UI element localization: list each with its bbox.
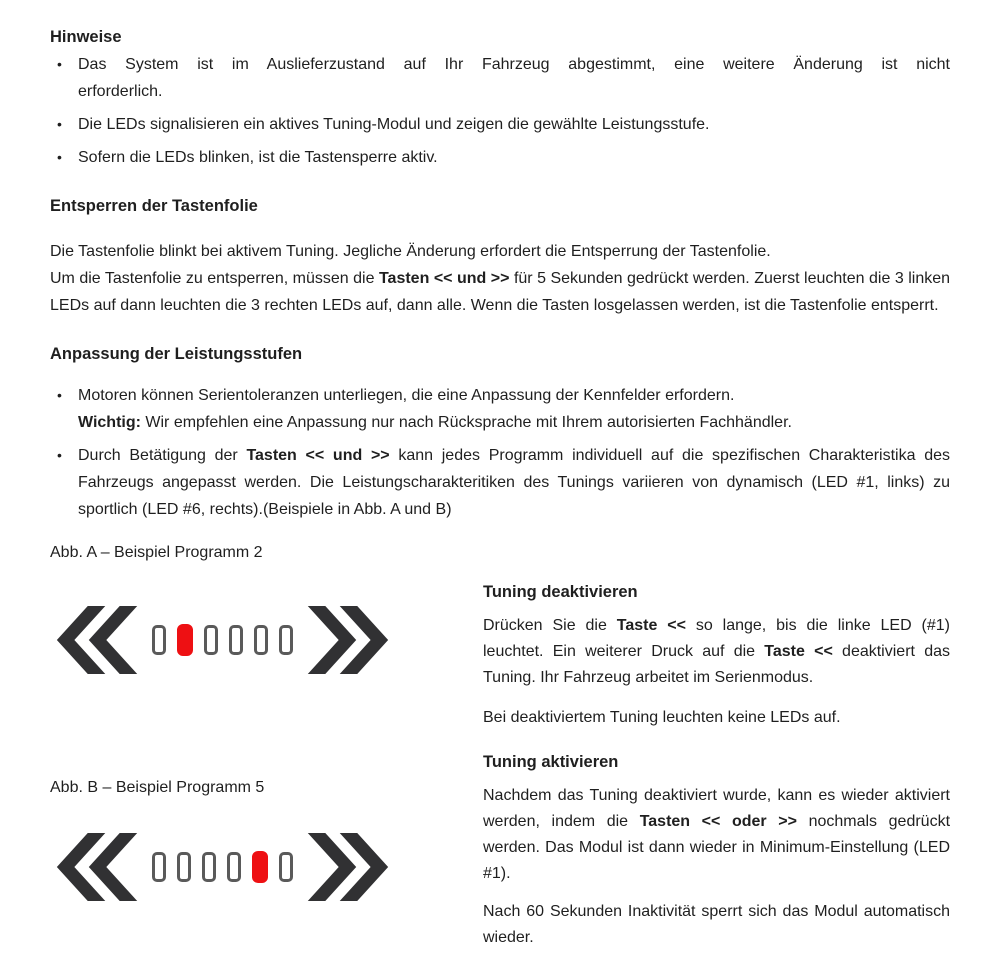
led-strip [152,624,293,656]
bullet-item [50,51,950,105]
activate-note: Nach 60 Sekunden Inaktivität sperrt sich das Modul automatisch wieder. [483,903,950,946]
heading-hinweise: Hinweise [50,28,122,46]
bullet-text: Die LEDs signalisieren ein aktives Tuning-Modul und zeigen die gewählte Leistungsstufe. [78,116,710,133]
bullet-marker: • [57,56,62,72]
led-figure-a [53,606,483,674]
bullet-text: Wichtig: Wir empfehlen eine Anpassung nur nach Rücksprache mit Ihrem autorisierten Fachhändler. [78,414,792,431]
section-entsperren [50,193,950,319]
led-3 [204,625,218,655]
led-6 [279,852,293,882]
bullet-item [50,144,950,171]
hinweise-bullet-list [50,51,950,171]
led-figure-b [53,833,483,901]
anpassung-bullet-list [50,382,950,523]
heading-entsperren: Entsperren der Tastenfolie [50,197,258,215]
paragraph-line: Um die Tastenfolie zu entsperren, müssen die Tasten << und >> für 5 Sekunden gedrückt werden. Zuerst leuchten die 3 linken LEDs auf dann leuchten die 3 rechten LEDs auf, dann alle. Wenn die Tasten losgelassen werden, ist die Tastenfolie entsperrt. [50,270,951,314]
led-4 [229,625,243,655]
figure-b-label: Abb. B – Beispiel Programm 5 [50,779,265,796]
led-1 [152,625,166,655]
bullet-item [50,111,950,138]
heading-anpassung: Anpassung der Leistungsstufen [50,345,303,363]
heading-tuning-deaktivieren: Tuning deaktivieren [483,583,638,601]
bullet-marker: • [57,149,62,165]
led-1 [152,852,166,882]
bullet-item [50,442,950,523]
double-chevron-left-icon [53,606,139,674]
activate-paragraph: Nachdem das Tuning deaktiviert wurde, kann es wieder aktiviert werden, indem die Tasten << oder >> nochmals gedrückt werden. Das Modul ist dann wieder in Minimum-Einstellung (LED #1). [483,787,951,882]
led-strip [152,851,293,883]
bullet-text: Durch Betätigung der Tasten << und >> kann jedes Programm individuell auf die spezifischen Charakteristika des Fahrzeugs angepasst werden. Die Leistungscharakteritiken des Tunings variieren von dynamisch (LED #1, links) zu sportlich (LED #6, rechts).(Beispiele in Abb. A und B) [78,447,951,518]
heading-tuning-aktivieren: Tuning aktivieren [483,753,619,771]
double-chevron-right-icon [306,833,392,901]
figures-column [50,539,483,951]
led-2 [177,852,191,882]
double-chevron-right-icon [306,606,392,674]
led-2-active [177,624,193,656]
bullet-marker: • [57,116,62,132]
deactivate-note: Bei deaktiviertem Tuning leuchten keine LEDs auf. [483,709,841,726]
section-hinweise [50,24,950,171]
led-6 [279,625,293,655]
instructions-column [483,539,950,951]
double-chevron-left-icon [53,833,139,901]
section-anpassung [50,341,950,523]
led-4 [227,852,241,882]
bullet-text: Sofern die LEDs blinken, ist die Tastensperre aktiv. [78,149,438,166]
bullet-marker: • [57,387,62,403]
entsperren-paragraph [50,238,950,319]
figure-a-label: Abb. A – Beispiel Programm 2 [50,544,263,561]
bullet-marker: • [57,447,62,463]
deactivate-paragraph: Drücken Sie die Taste << so lange, bis die linke LED (#1) leuchtet. Ein weiterer Druck auf die Taste << deaktiviert das Tuning. Ihr Fahrzeug arbeitet im Serienmodus. [483,617,951,686]
bullet-text: erforderlich. [78,83,163,100]
figures-and-instructions [50,539,950,951]
bullet-item [50,382,950,436]
bullet-text: Das System ist im Auslieferzustand auf Ihr Fahrzeug abgestimmt, eine weitere Änderung ist nicht [78,56,950,73]
paragraph-line: Die Tastenfolie blinkt bei aktivem Tuning. Jegliche Änderung erfordert die Entsperrung der Tastenfolie. [50,243,771,260]
led-5 [254,625,268,655]
led-5-active [252,851,268,883]
led-3 [202,852,216,882]
bullet-text: Motoren können Serientoleranzen unterliegen, die eine Anpassung der Kennfelder erfordern. [78,387,735,404]
